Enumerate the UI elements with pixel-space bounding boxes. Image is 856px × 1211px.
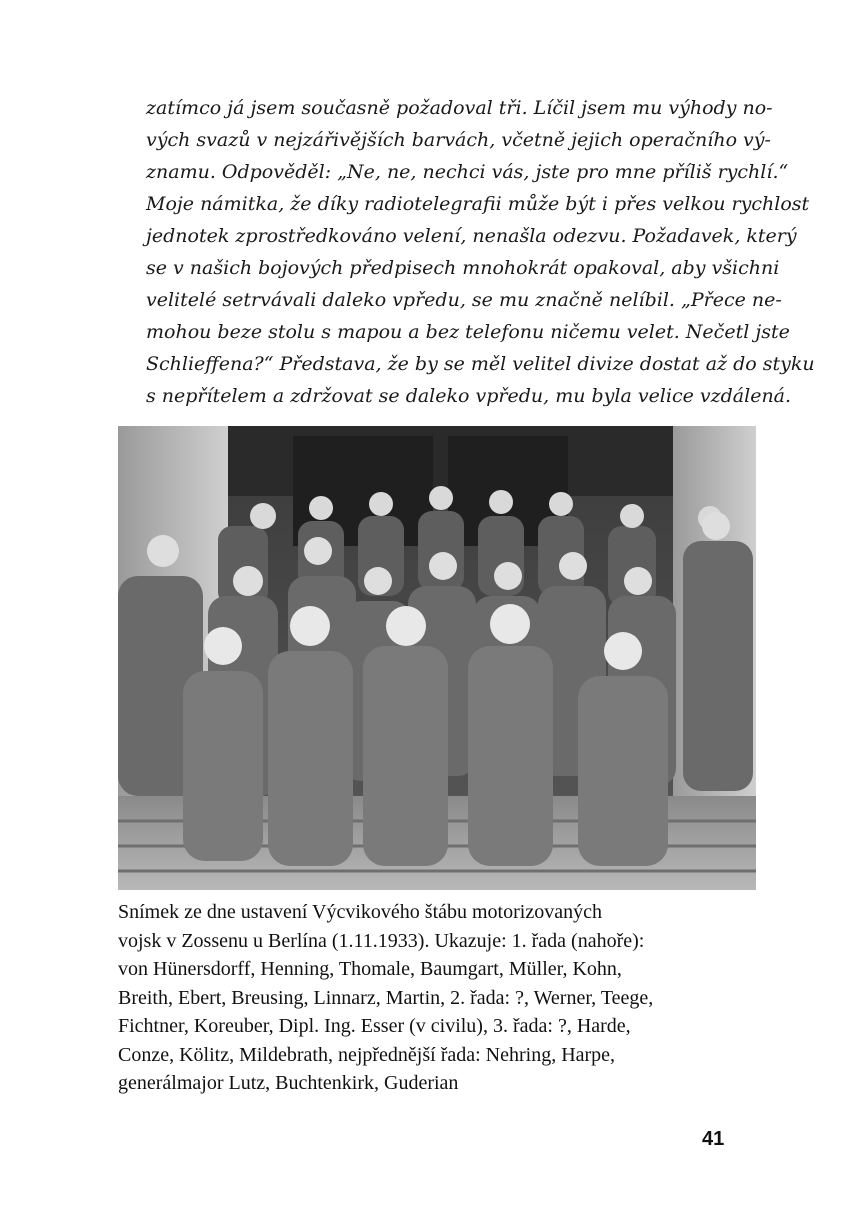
body-line: Schlieffena?“ Představa, že by se měl velitel divize dostat až do styku [146,353,815,375]
caption-line: von Hünersdorff, Henning, Thomale, Baumgart, Müller, Kohn, [118,958,622,980]
group-photo-icon [118,426,756,890]
caption-line: generálmajor Lutz, Buchtenkirk, Guderian [118,1072,459,1094]
caption-line: Breith, Ebert, Breusing, Linnarz, Martin, 2. řada: ?, Werner, Teege, [118,986,654,1009]
body-line: s nepřítelem a zdržovat se daleko vpředu, mu byla velice vzdálená. [146,385,792,407]
caption-line: Snímek ze dne ustavení Výcvikového štábu motorizovaných [118,901,602,923]
body-line: znamu. Odpověděl: „Ne, ne, nechci vás, jste pro mne příliš rychlí.“ [146,161,789,183]
body-paragraph [146,92,815,412]
photo-caption [118,898,738,1098]
body-line: jednotek zprostředkováno velení, nenašla odezvu. Požadavek, který [146,225,797,247]
group-photo [118,426,756,890]
caption-line: Conze, Kölitz, Mildebrath, nejpřednější řada: Nehring, Harpe, [118,1043,616,1066]
body-line: velitelé setrvávali daleko vpředu, se mu značně nelíbil. „Přece ne- [146,289,782,311]
body-line: mohou beze stolu s mapou a bez telefonu ničemu velet. Nečetl jste [146,321,790,343]
page-number: 41 [702,1128,725,1150]
caption-line: Fichtner, Koreuber, Dipl. Ing. Esser (v civilu), 3. řada: ?, Harde, [118,1015,631,1037]
body-line: vých svazů v nejzářivějších barvách, včetně jejich operačního vý- [146,129,771,151]
body-line: se v našich bojových předpisech mnohokrát opakoval, aby všichni [146,257,780,279]
body-line: Moje námitka, že díky radiotelegrafii může být i přes velkou rychlost [146,193,810,215]
caption-line: vojsk v Zossenu u Berlína (1.11.1933). Ukazuje: 1. řada (nahoře): [118,929,645,952]
body-line: zatímco já jsem současně požadoval tři. Líčil jsem mu výhody no- [146,97,773,119]
